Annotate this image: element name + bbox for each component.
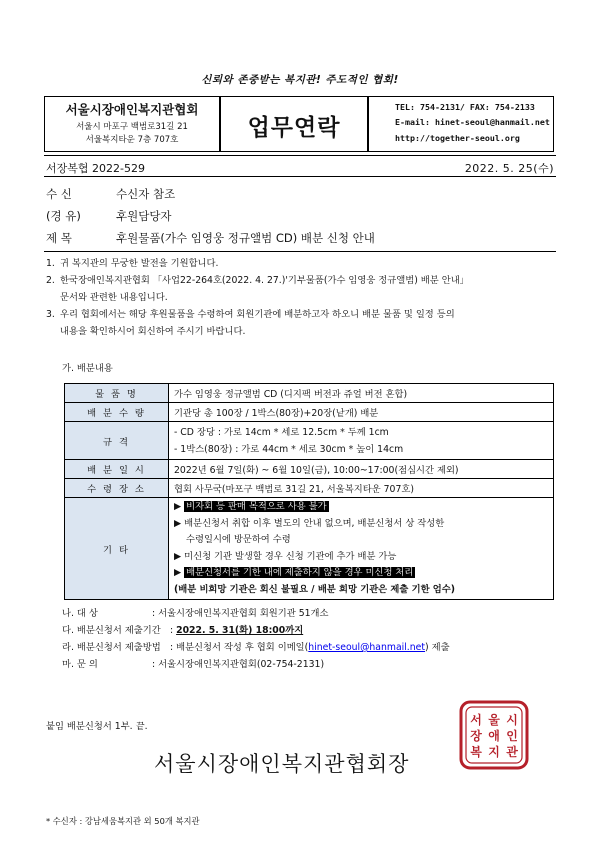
via-value: 후원담당자 bbox=[116, 209, 172, 223]
etc-item-extra-distribution: 미신청 기관 발생할 경우 신청 기관에 추가 배분 가능 bbox=[184, 550, 397, 562]
divider-date bbox=[44, 176, 556, 177]
org-address-line2: 서울복지타운 7층 707호 bbox=[85, 135, 179, 145]
org-address-line1: 서울시 마포구 백범로31길 21 bbox=[76, 122, 188, 132]
triangle-bullet-icon: ▶ bbox=[174, 501, 185, 512]
spec-line-box: - 1박스(80장) : 가로 44cm * 세로 30cm * 높이 14cm bbox=[174, 443, 404, 455]
date-header: 배 분 일 시 bbox=[65, 460, 169, 479]
inquiry-label: 마. 문 의 bbox=[62, 659, 98, 670]
website-url: http://together-seoul.org bbox=[395, 133, 520, 143]
recipient-footnote: * 수신자 : 강남세움복지관 외 50개 복지관 bbox=[46, 816, 200, 826]
deadline-row: 다. 배분신청서 제출기간 : 2022. 5. 31(화) 18:00까지 bbox=[62, 622, 303, 636]
etc-item-resale-prohibited: 비자회 등 판매 목적으로 사용 불가 bbox=[186, 501, 327, 512]
triangle-bullet-icon: ▶ bbox=[174, 517, 185, 529]
signer-name: 서울시장애인복지관협회장 bbox=[154, 752, 410, 776]
table-row bbox=[65, 403, 554, 422]
paragraph-2 bbox=[46, 272, 558, 306]
etc-header: 기 타 bbox=[65, 498, 169, 600]
etc-item-reply-note: (배분 비희망 기관은 회신 불필요 / 배분 희망 기관은 제출 기한 엄수) bbox=[174, 583, 455, 595]
slogan: 신뢰와 존중받는 복지관! 주도적인 협회! bbox=[201, 74, 399, 86]
method-label: 라. 배분신청서 제출방법 bbox=[62, 642, 161, 653]
email: E-mail: hinet-seoul@hanmail.net bbox=[395, 117, 550, 127]
paragraph-3-line2: 내용을 확인하시어 회신하여 주시기 바랍니다. bbox=[60, 326, 246, 337]
document-date: 2022. 5. 25(수) bbox=[464, 162, 554, 175]
place-value: 협회 사무국(마포구 백범로 31길 21, 서울복지타운 707호) bbox=[169, 479, 554, 498]
svg-text:복: 복 bbox=[470, 745, 482, 759]
deadline-value: 2022. 5. 31(화) 18:00까지 bbox=[176, 625, 304, 636]
svg-text:서: 서 bbox=[470, 713, 482, 727]
org-box bbox=[44, 96, 220, 152]
contact-box bbox=[368, 96, 554, 152]
table-row bbox=[65, 422, 554, 460]
subject-row bbox=[46, 230, 375, 246]
divider-subject bbox=[44, 251, 556, 252]
divider-top bbox=[44, 155, 556, 156]
table-row bbox=[65, 384, 554, 403]
etc-item-no-notice-line1: 배분신청서 취합 이후 별도의 안내 없으며, 배분신청서 상 작성한 bbox=[184, 517, 445, 529]
target-label: 나. 대 상 bbox=[62, 608, 98, 619]
email-link[interactable]: hinet-seoul@hanmail.net bbox=[308, 642, 426, 653]
recipient-label: 수 신 bbox=[46, 187, 72, 201]
method-suffix: ) 제출 bbox=[425, 642, 450, 653]
distribution-table bbox=[64, 383, 554, 600]
via-row bbox=[46, 208, 172, 224]
spec-header: 규 격 bbox=[65, 422, 169, 460]
svg-text:장: 장 bbox=[470, 729, 482, 743]
paragraph-1 bbox=[46, 255, 558, 272]
paragraph-3-number: 3. bbox=[46, 309, 55, 320]
date-value: 2022년 6월 7일(화) ~ 6월 10일(금), 10:00~17:00(점심시간 제외) bbox=[169, 460, 554, 479]
triangle-bullet-icon: ▶ bbox=[174, 550, 185, 562]
document-number: 서장복협 2022-529 bbox=[46, 162, 145, 175]
svg-text:관: 관 bbox=[506, 745, 518, 759]
etc-item-no-notice-line2: 수령일시에 방문하여 수령 bbox=[186, 534, 291, 545]
svg-text:애: 애 bbox=[488, 729, 500, 743]
quantity-header: 배 분 수 량 bbox=[65, 403, 169, 422]
target-value: : 서울시장애인복지관협회 회원기관 51개소 bbox=[152, 608, 329, 619]
section-ga-label: 가. 배분내용 bbox=[62, 363, 113, 374]
deadline-label: 다. 배분신청서 제출기간 bbox=[62, 625, 161, 636]
svg-text:인: 인 bbox=[506, 729, 518, 743]
inquiry-value: : 서울시장애인복지관협회(02-754-2131) bbox=[152, 659, 325, 670]
paragraph-2-line1: 한국장애인복지관협회 「사업22-264호(2022. 4. 27.)'기부물품(가수 임영웅 정규앨범) 배분 안내」 bbox=[60, 275, 469, 286]
title-box bbox=[220, 96, 368, 152]
tel-fax: TEL: 754-2131/ FAX: 754-2133 bbox=[395, 102, 535, 112]
subject-value: 후원물품(가수 임영웅 정규앨범 CD) 배분 신청 안내 bbox=[116, 231, 375, 245]
paragraph-2-line2: 문서와 관련한 내용입니다. bbox=[60, 292, 168, 303]
method-prefix: : 배분신청서 작성 후 협회 이메일( bbox=[170, 642, 309, 653]
via-label: (경 유) bbox=[46, 209, 81, 223]
table-row bbox=[65, 460, 554, 479]
paragraph-1-number: 1. bbox=[46, 258, 55, 269]
document-title: 업무연락 bbox=[247, 115, 341, 141]
triangle-bullet-icon: ▶ bbox=[174, 567, 185, 578]
attachment-note: 붙임 배분신청서 1부. 끝. bbox=[46, 721, 148, 732]
paragraph-1-text: 귀 복지관의 무궁한 발전을 기원합니다. bbox=[60, 258, 219, 269]
item-value: 가수 임영웅 정규앨범 CD (디지팩 버전과 쥬얼 버전 혼합) bbox=[169, 384, 554, 403]
paragraph-3-line1: 우리 협회에서는 해당 후원물품을 수령하여 회원기관에 배분하고자 하오니 배분 물품 및 일정 등의 bbox=[60, 309, 455, 320]
spec-line-cd: - CD 장당 : 가로 14cm * 세로 12.5cm * 두께 1cm bbox=[174, 426, 389, 438]
seal-graphic bbox=[459, 700, 529, 770]
item-header: 물 품 명 bbox=[65, 384, 169, 403]
svg-text:지: 지 bbox=[488, 745, 500, 759]
recipient-value: 수신자 참조 bbox=[116, 187, 176, 201]
paragraph-3 bbox=[46, 306, 558, 340]
method-row bbox=[62, 639, 450, 653]
table-row bbox=[65, 498, 554, 600]
etc-item-deadline-warning: 배분신청서를 기한 내에 제출하지 않을 경우 미신청 처리 bbox=[186, 567, 414, 578]
table-row bbox=[65, 479, 554, 498]
svg-text:울: 울 bbox=[488, 713, 500, 727]
official-seal bbox=[459, 700, 529, 770]
paragraph-2-number: 2. bbox=[46, 275, 55, 286]
place-header: 수 령 장 소 bbox=[65, 479, 169, 498]
recipient-row bbox=[46, 186, 175, 202]
svg-text:시: 시 bbox=[506, 713, 518, 727]
target-row bbox=[62, 605, 329, 619]
inquiry-row bbox=[62, 656, 324, 670]
subject-label: 제 목 bbox=[46, 231, 72, 245]
org-name: 서울시장애인복지관협회 bbox=[65, 102, 199, 117]
quantity-value: 기관당 총 100장 / 1박스(80장)+20장(낱개) 배분 bbox=[169, 403, 554, 422]
